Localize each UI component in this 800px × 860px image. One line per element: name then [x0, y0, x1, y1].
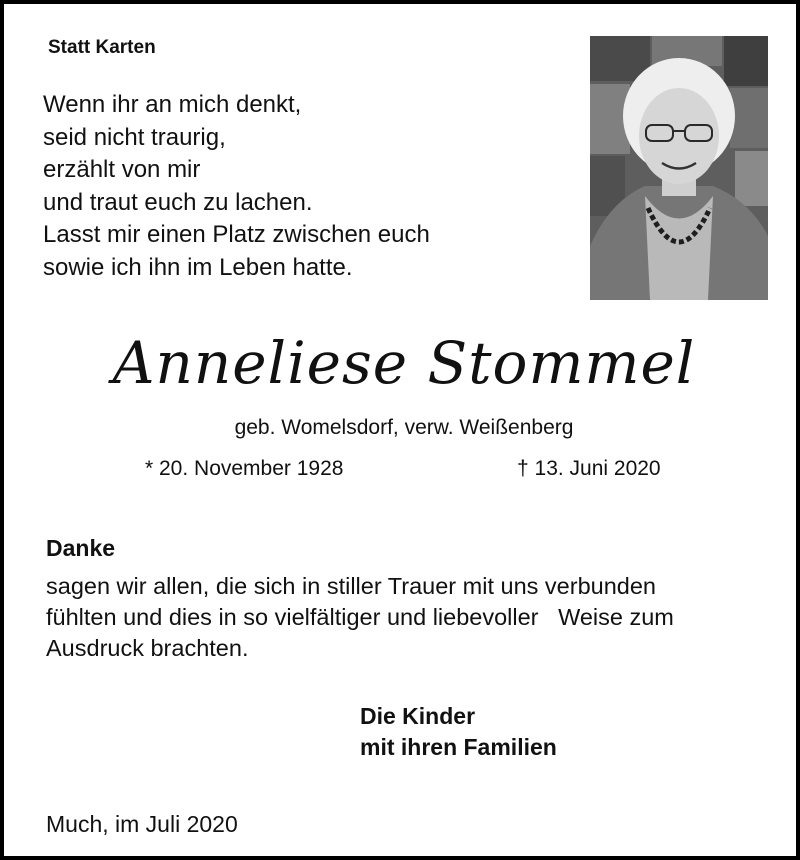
maiden-name-info: geb. Womelsdorf, verw. Weißenberg: [234, 416, 574, 439]
poem-line: und traut euch zu lachen.: [43, 188, 313, 216]
poem-line: Lasst mir einen Platz zwischen euch: [43, 221, 430, 248]
birth-date: * 20. November 1928: [145, 457, 344, 480]
deceased-name: Anneliese Stommel: [112, 329, 696, 397]
thanks-line: Ausdruck brachten.: [46, 635, 249, 661]
signature-line: Die Kinder: [360, 703, 476, 729]
death-date: † 13. Juni 2020: [517, 457, 661, 480]
poem-line: Wenn ihr an mich denkt,: [43, 91, 302, 118]
poem-line: seid nicht traurig,: [43, 123, 226, 151]
place-date: Much, im Juli 2020: [46, 811, 238, 837]
poem-line: erzählt von mir: [43, 156, 201, 183]
signature-line: mit ihren Familien: [360, 734, 557, 760]
thanks-title: Danke: [46, 535, 116, 561]
portrait-photo: [590, 36, 768, 300]
thanks-line: sagen wir allen, die sich in stiller Trauer mit uns verbunden: [46, 573, 656, 599]
poem: [43, 89, 430, 284]
statt-karten-label: Statt Karten: [48, 37, 156, 58]
signature: [360, 701, 557, 763]
thanks-line: fühlten und dies in so vielfältiger und liebevoller Weise zum: [46, 604, 674, 630]
poem-line: sowie ich ihn im Leben hatte.: [43, 253, 353, 281]
thanks-text: [46, 571, 772, 664]
